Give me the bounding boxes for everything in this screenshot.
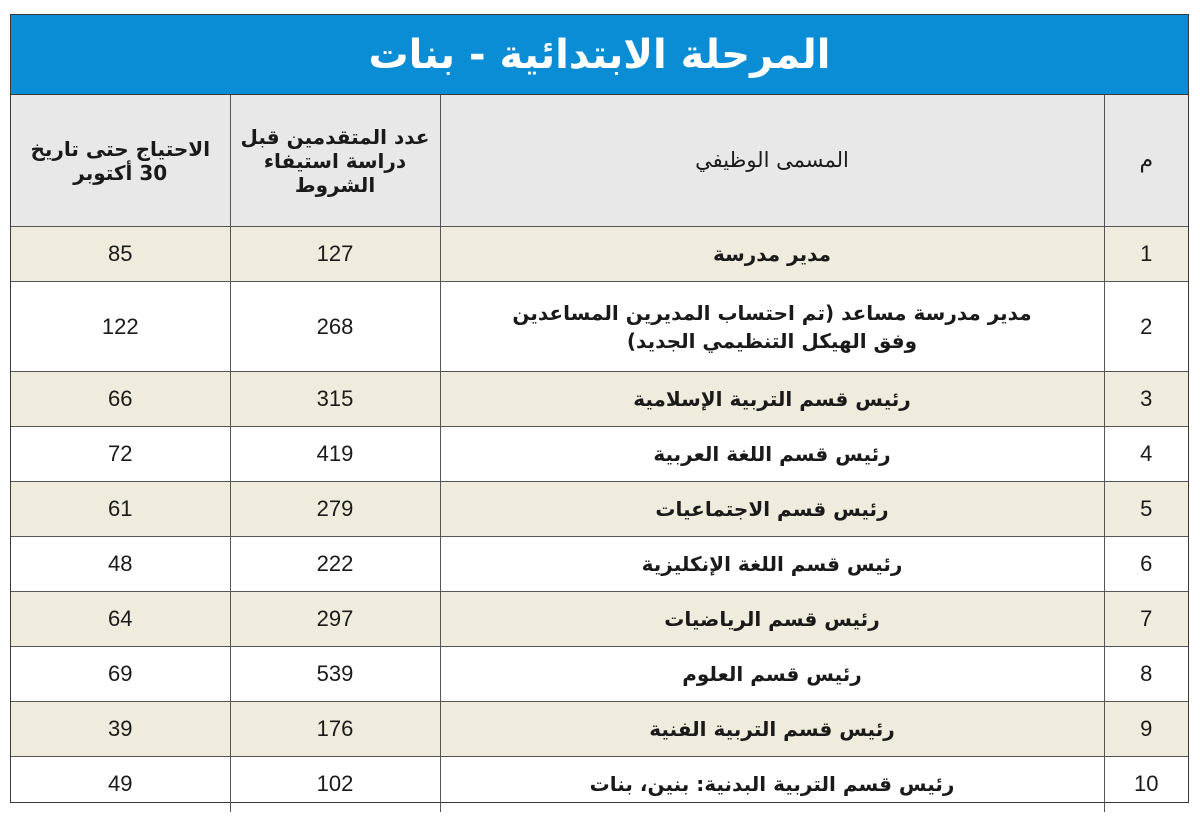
row-job-title xyxy=(440,482,1104,537)
row-applicants: 419 xyxy=(230,427,440,482)
row-applicants: 222 xyxy=(230,537,440,592)
row-job-title xyxy=(440,227,1104,282)
row-job-title-text: رئيس قسم اللغة العربية xyxy=(653,442,891,466)
table-row xyxy=(11,482,1188,537)
row-num: 6 xyxy=(1104,537,1188,592)
table-row xyxy=(11,592,1188,647)
data-table xyxy=(11,95,1188,812)
row-job-title xyxy=(440,537,1104,592)
row-num: 9 xyxy=(1104,702,1188,757)
row-num: 2 xyxy=(1104,282,1188,372)
header-need: الاحتياج حتى تاريخ 30 أكتوبر xyxy=(11,95,230,227)
table-row xyxy=(11,702,1188,757)
header-applicants: عدد المتقدمين قبل دراسة استيفاء الشروط xyxy=(230,95,440,227)
row-need: 64 xyxy=(11,592,230,647)
row-job-title-text: رئيس قسم العلوم xyxy=(682,662,862,686)
table-row xyxy=(11,372,1188,427)
row-job-title-text: رئيس قسم التربية الفنية xyxy=(649,717,895,741)
row-need: 122 xyxy=(11,282,230,372)
row-job-title xyxy=(440,282,1104,372)
row-num: 1 xyxy=(1104,227,1188,282)
row-job-title xyxy=(440,647,1104,702)
row-need: 72 xyxy=(11,427,230,482)
table-row xyxy=(11,537,1188,592)
table-row xyxy=(11,227,1188,282)
row-num: 8 xyxy=(1104,647,1188,702)
header-job-title: المسمى الوظيفي xyxy=(440,95,1104,227)
row-need: 49 xyxy=(11,757,230,812)
row-need: 48 xyxy=(11,537,230,592)
row-job-title xyxy=(440,592,1104,647)
table-row xyxy=(11,427,1188,482)
row-job-title xyxy=(440,757,1104,812)
table-row xyxy=(11,757,1188,812)
row-job-title-text: رئيس قسم اللغة الإنكليزية xyxy=(641,552,903,576)
row-job-title-text: رئيس قسم الرياضيات xyxy=(664,607,880,631)
row-applicants: 279 xyxy=(230,482,440,537)
row-job-title xyxy=(440,702,1104,757)
table-row xyxy=(11,282,1188,372)
row-applicants: 297 xyxy=(230,592,440,647)
row-job-title-text: مدير مدرسة xyxy=(712,242,832,266)
row-applicants: 176 xyxy=(230,702,440,757)
row-need: 39 xyxy=(11,702,230,757)
row-applicants: 315 xyxy=(230,372,440,427)
row-need: 66 xyxy=(11,372,230,427)
row-num: 7 xyxy=(1104,592,1188,647)
header-num: م xyxy=(1104,95,1188,227)
row-applicants: 102 xyxy=(230,757,440,812)
row-job-title-text: رئيس قسم الاجتماعيات xyxy=(655,497,889,521)
header-row xyxy=(11,95,1188,227)
row-num: 10 xyxy=(1104,757,1188,812)
row-need: 61 xyxy=(11,482,230,537)
row-num: 4 xyxy=(1104,427,1188,482)
row-applicants: 268 xyxy=(230,282,440,372)
row-job-title xyxy=(440,427,1104,482)
row-job-title-text: مدير مدرسة مساعد (تم احتساب المديرين المساعدين وفق الهيكل التنظيمي الجديد) xyxy=(512,300,1032,353)
row-need: 69 xyxy=(11,647,230,702)
row-job-title xyxy=(440,372,1104,427)
table-title: المرحلة الابتدائية - بنات xyxy=(368,31,831,78)
row-job-title-text: رئيس قسم التربية البدنية: بنين، بنات xyxy=(589,772,955,797)
title-bar xyxy=(11,15,1188,95)
table-row xyxy=(11,647,1188,702)
row-num: 5 xyxy=(1104,482,1188,537)
row-applicants: 127 xyxy=(230,227,440,282)
row-need: 85 xyxy=(11,227,230,282)
row-num: 3 xyxy=(1104,372,1188,427)
row-job-title-text: رئيس قسم التربية الإسلامية xyxy=(633,387,911,411)
row-applicants: 539 xyxy=(230,647,440,702)
table-frame xyxy=(10,14,1189,803)
